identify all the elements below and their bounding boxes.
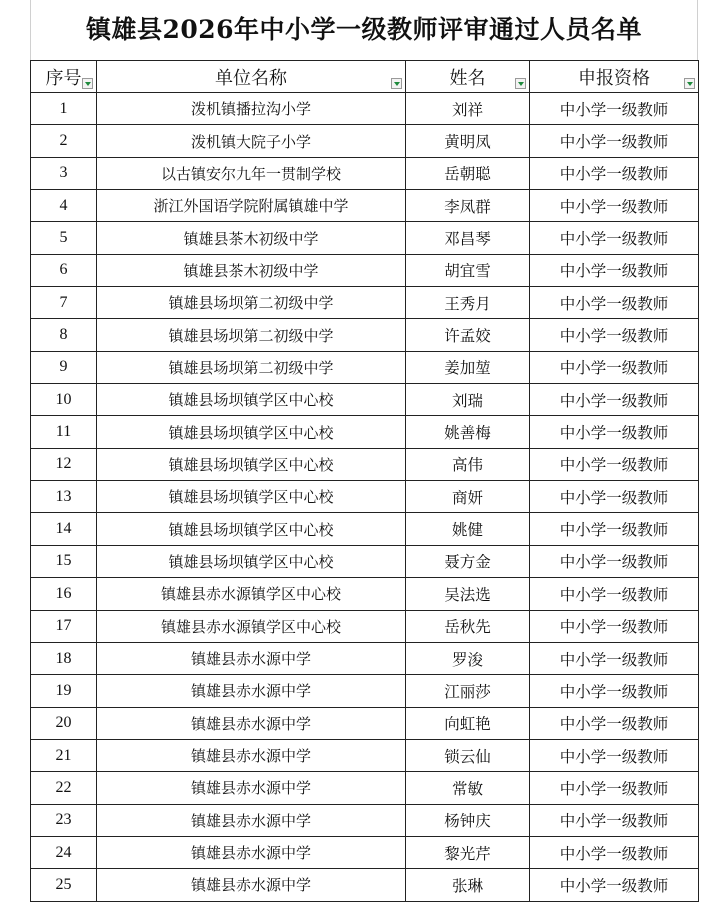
cell-name: 锁云仙 xyxy=(406,739,530,771)
cell-qualification: 中小学一级教师 xyxy=(530,287,699,319)
cell-name: 李凤群 xyxy=(406,190,530,222)
cell-unit: 镇雄县赤水源中学 xyxy=(97,869,406,901)
cell-index: 18 xyxy=(31,642,97,674)
cell-index: 12 xyxy=(31,448,97,480)
table-row xyxy=(31,707,699,739)
filter-dropdown-icon[interactable] xyxy=(515,78,526,89)
cell-index: 17 xyxy=(31,610,97,642)
cell-name: 黎光芹 xyxy=(406,836,530,868)
cell-unit: 镇雄县茶木初级中学 xyxy=(97,222,406,254)
table-row xyxy=(31,319,699,351)
page-title: 镇雄县2026年中小学一级教师评审通过人员名单 xyxy=(30,0,698,60)
cell-unit: 镇雄县赤水源中学 xyxy=(97,772,406,804)
cell-index: 2 xyxy=(31,125,97,157)
cell-qualification: 中小学一级教师 xyxy=(530,610,699,642)
cell-unit: 镇雄县场坝第二初级中学 xyxy=(97,351,406,383)
table-row xyxy=(31,125,699,157)
cell-index: 19 xyxy=(31,675,97,707)
table-row xyxy=(31,578,699,610)
cell-name: 邓昌琴 xyxy=(406,222,530,254)
filter-dropdown-icon[interactable] xyxy=(391,78,402,89)
cell-index: 7 xyxy=(31,287,97,319)
cell-index: 21 xyxy=(31,739,97,771)
column-header-label: 序号 xyxy=(45,67,82,89)
cell-name: 罗浚 xyxy=(406,642,530,674)
cell-name: 聂方金 xyxy=(406,545,530,577)
cell-name: 岳秋先 xyxy=(406,610,530,642)
cell-unit: 镇雄县赤水源中学 xyxy=(97,642,406,674)
cell-qualification: 中小学一级教师 xyxy=(530,513,699,545)
table-row xyxy=(31,869,699,901)
cell-unit: 镇雄县场坝镇学区中心校 xyxy=(97,416,406,448)
cell-index: 14 xyxy=(31,513,97,545)
cell-name: 姜加堃 xyxy=(406,351,530,383)
cell-index: 4 xyxy=(31,190,97,222)
cell-name: 商妍 xyxy=(406,481,530,513)
cell-unit: 镇雄县赤水源中学 xyxy=(97,739,406,771)
cell-qualification: 中小学一级教师 xyxy=(530,804,699,836)
cell-unit: 浙江外国语学院附属镇雄中学 xyxy=(97,190,406,222)
cell-qualification: 中小学一级教师 xyxy=(530,222,699,254)
cell-name: 姚健 xyxy=(406,513,530,545)
cell-index: 8 xyxy=(31,319,97,351)
cell-name: 岳朝聪 xyxy=(406,157,530,189)
cell-index: 15 xyxy=(31,545,97,577)
filter-dropdown-icon[interactable] xyxy=(684,78,695,89)
cell-index: 13 xyxy=(31,481,97,513)
cell-unit: 镇雄县赤水源中学 xyxy=(97,804,406,836)
cell-unit: 镇雄县赤水源镇学区中心校 xyxy=(97,610,406,642)
table-row xyxy=(31,513,699,545)
cell-unit: 镇雄县场坝镇学区中心校 xyxy=(97,384,406,416)
table-row xyxy=(31,222,699,254)
table-row xyxy=(31,642,699,674)
cell-unit: 镇雄县茶木初级中学 xyxy=(97,254,406,286)
cell-unit: 镇雄县赤水源镇学区中心校 xyxy=(97,578,406,610)
column-header-index xyxy=(31,61,97,93)
table-row xyxy=(31,416,699,448)
table-row xyxy=(31,93,699,125)
cell-name: 常敏 xyxy=(406,772,530,804)
cell-name: 胡宜雪 xyxy=(406,254,530,286)
column-header-unit xyxy=(97,61,406,93)
header-row xyxy=(31,61,699,93)
table-row xyxy=(31,836,699,868)
cell-unit: 泼机镇播拉沟小学 xyxy=(97,93,406,125)
cell-qualification: 中小学一级教师 xyxy=(530,545,699,577)
cell-index: 25 xyxy=(31,869,97,901)
cell-unit: 镇雄县场坝第二初级中学 xyxy=(97,319,406,351)
table-row xyxy=(31,157,699,189)
roster-table xyxy=(30,60,699,902)
cell-qualification: 中小学一级教师 xyxy=(530,675,699,707)
cell-index: 5 xyxy=(31,222,97,254)
cell-unit: 镇雄县场坝镇学区中心校 xyxy=(97,481,406,513)
cell-qualification: 中小学一级教师 xyxy=(530,481,699,513)
cell-qualification: 中小学一级教师 xyxy=(530,351,699,383)
cell-qualification: 中小学一级教师 xyxy=(530,707,699,739)
column-header-qualification xyxy=(530,61,699,93)
cell-qualification: 中小学一级教师 xyxy=(530,869,699,901)
cell-index: 20 xyxy=(31,707,97,739)
cell-index: 23 xyxy=(31,804,97,836)
table-row xyxy=(31,610,699,642)
column-header-label: 申报资格 xyxy=(578,67,650,89)
cell-name: 许孟姣 xyxy=(406,319,530,351)
cell-index: 3 xyxy=(31,157,97,189)
spreadsheet xyxy=(30,0,698,902)
cell-index: 6 xyxy=(31,254,97,286)
cell-unit: 镇雄县场坝镇学区中心校 xyxy=(97,545,406,577)
cell-name: 刘祥 xyxy=(406,93,530,125)
cell-qualification: 中小学一级教师 xyxy=(530,254,699,286)
table-row xyxy=(31,739,699,771)
table-row xyxy=(31,545,699,577)
cell-index: 9 xyxy=(31,351,97,383)
cell-qualification: 中小学一级教师 xyxy=(530,190,699,222)
cell-name: 吴法选 xyxy=(406,578,530,610)
cell-qualification: 中小学一级教师 xyxy=(530,319,699,351)
table-row xyxy=(31,772,699,804)
cell-qualification: 中小学一级教师 xyxy=(530,642,699,674)
cell-name: 江丽莎 xyxy=(406,675,530,707)
cell-unit: 以古镇安尔九年一贯制学校 xyxy=(97,157,406,189)
filter-dropdown-icon[interactable] xyxy=(82,78,93,89)
cell-qualification: 中小学一级教师 xyxy=(530,772,699,804)
cell-name: 张琳 xyxy=(406,869,530,901)
table-row xyxy=(31,448,699,480)
cell-qualification: 中小学一级教师 xyxy=(530,739,699,771)
cell-qualification: 中小学一级教师 xyxy=(530,448,699,480)
column-header-label: 姓名 xyxy=(449,67,486,89)
column-header-name xyxy=(406,61,530,93)
cell-unit: 泼机镇大院子小学 xyxy=(97,125,406,157)
table-row xyxy=(31,384,699,416)
cell-name: 高伟 xyxy=(406,448,530,480)
cell-index: 10 xyxy=(31,384,97,416)
cell-name: 刘瑞 xyxy=(406,384,530,416)
cell-unit: 镇雄县赤水源中学 xyxy=(97,836,406,868)
cell-name: 姚善梅 xyxy=(406,416,530,448)
table-row xyxy=(31,351,699,383)
cell-unit: 镇雄县场坝镇学区中心校 xyxy=(97,513,406,545)
cell-index: 1 xyxy=(31,93,97,125)
cell-qualification: 中小学一级教师 xyxy=(530,125,699,157)
cell-qualification: 中小学一级教师 xyxy=(530,416,699,448)
table-row xyxy=(31,190,699,222)
table-row xyxy=(31,254,699,286)
cell-unit: 镇雄县赤水源中学 xyxy=(97,707,406,739)
cell-unit: 镇雄县场坝第二初级中学 xyxy=(97,287,406,319)
column-header-label: 单位名称 xyxy=(215,67,287,89)
cell-index: 11 xyxy=(31,416,97,448)
table-row xyxy=(31,287,699,319)
cell-index: 16 xyxy=(31,578,97,610)
cell-name: 向虹艳 xyxy=(406,707,530,739)
cell-name: 王秀月 xyxy=(406,287,530,319)
cell-unit: 镇雄县场坝镇学区中心校 xyxy=(97,448,406,480)
cell-qualification: 中小学一级教师 xyxy=(530,578,699,610)
cell-qualification: 中小学一级教师 xyxy=(530,93,699,125)
cell-name: 杨钟庆 xyxy=(406,804,530,836)
cell-name: 黄明凤 xyxy=(406,125,530,157)
cell-unit: 镇雄县赤水源中学 xyxy=(97,675,406,707)
cell-qualification: 中小学一级教师 xyxy=(530,384,699,416)
cell-index: 24 xyxy=(31,836,97,868)
table-row xyxy=(31,804,699,836)
cell-index: 22 xyxy=(31,772,97,804)
cell-qualification: 中小学一级教师 xyxy=(530,157,699,189)
cell-qualification: 中小学一级教师 xyxy=(530,836,699,868)
table-row xyxy=(31,675,699,707)
table-row xyxy=(31,481,699,513)
